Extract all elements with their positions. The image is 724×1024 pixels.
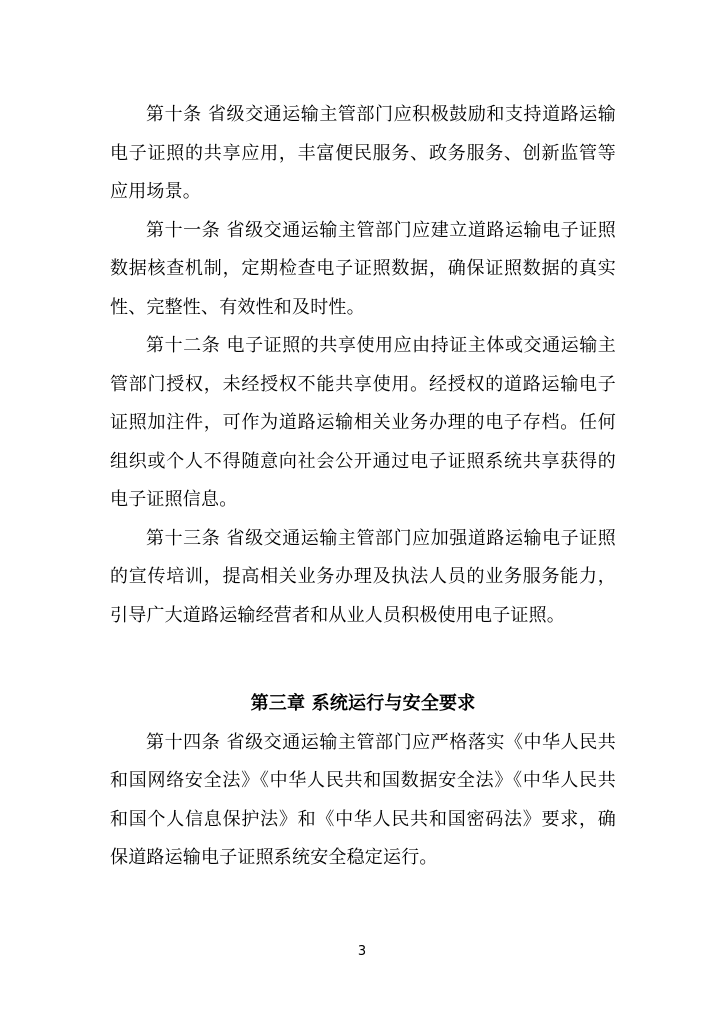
article-11-paragraph: 第十一条 省级交通运输主管部门应建立道路运输电子证照数据核查机制，定期检查电子证照数据，确保证照数据的真实性、完整性、有效性和及时性。 bbox=[110, 219, 616, 318]
chapter-heading: 第三章 系统运行与安全要求 bbox=[250, 693, 476, 714]
article-13-paragraph: 第十三条 省级交通运输主管部门应加强道路运输电子证照的宣传培训，提高相关业务办理及执法人员的业务服务能力，引导广大道路运输经营者和从业人员积极使用电子证照。 bbox=[110, 527, 616, 626]
article-12-paragraph: 第十二条 电子证照的共享使用应由持证主体或交通运输主管部门授权，未经授权不能共享使用。经授权的道路运输电子证照加注件，可作为道路运输相关业务办理的电子存档。任何组织或个人不得随意向社会公开通过电子证照系统共享获得的电子证照信息。 bbox=[110, 335, 616, 510]
document-body bbox=[110, 96, 616, 878]
page-number: 3 bbox=[357, 944, 367, 959]
article-10-paragraph: 第十条 省级交通运输主管部门应积极鼓励和支持道路运输电子证照的共享应用，丰富便民服务、政务服务、创新监管等应用场景。 bbox=[110, 104, 616, 202]
article-14-paragraph: 第十四条 省级交通运输主管部门应严格落实《中华人民共和国网络安全法》《中华人民共和国数据安全法》《中华人民共和国个人信息保护法》和《中华人民共和国密码法》要求，确保道路运输电子证照系统安全稳定运行。 bbox=[110, 731, 616, 868]
